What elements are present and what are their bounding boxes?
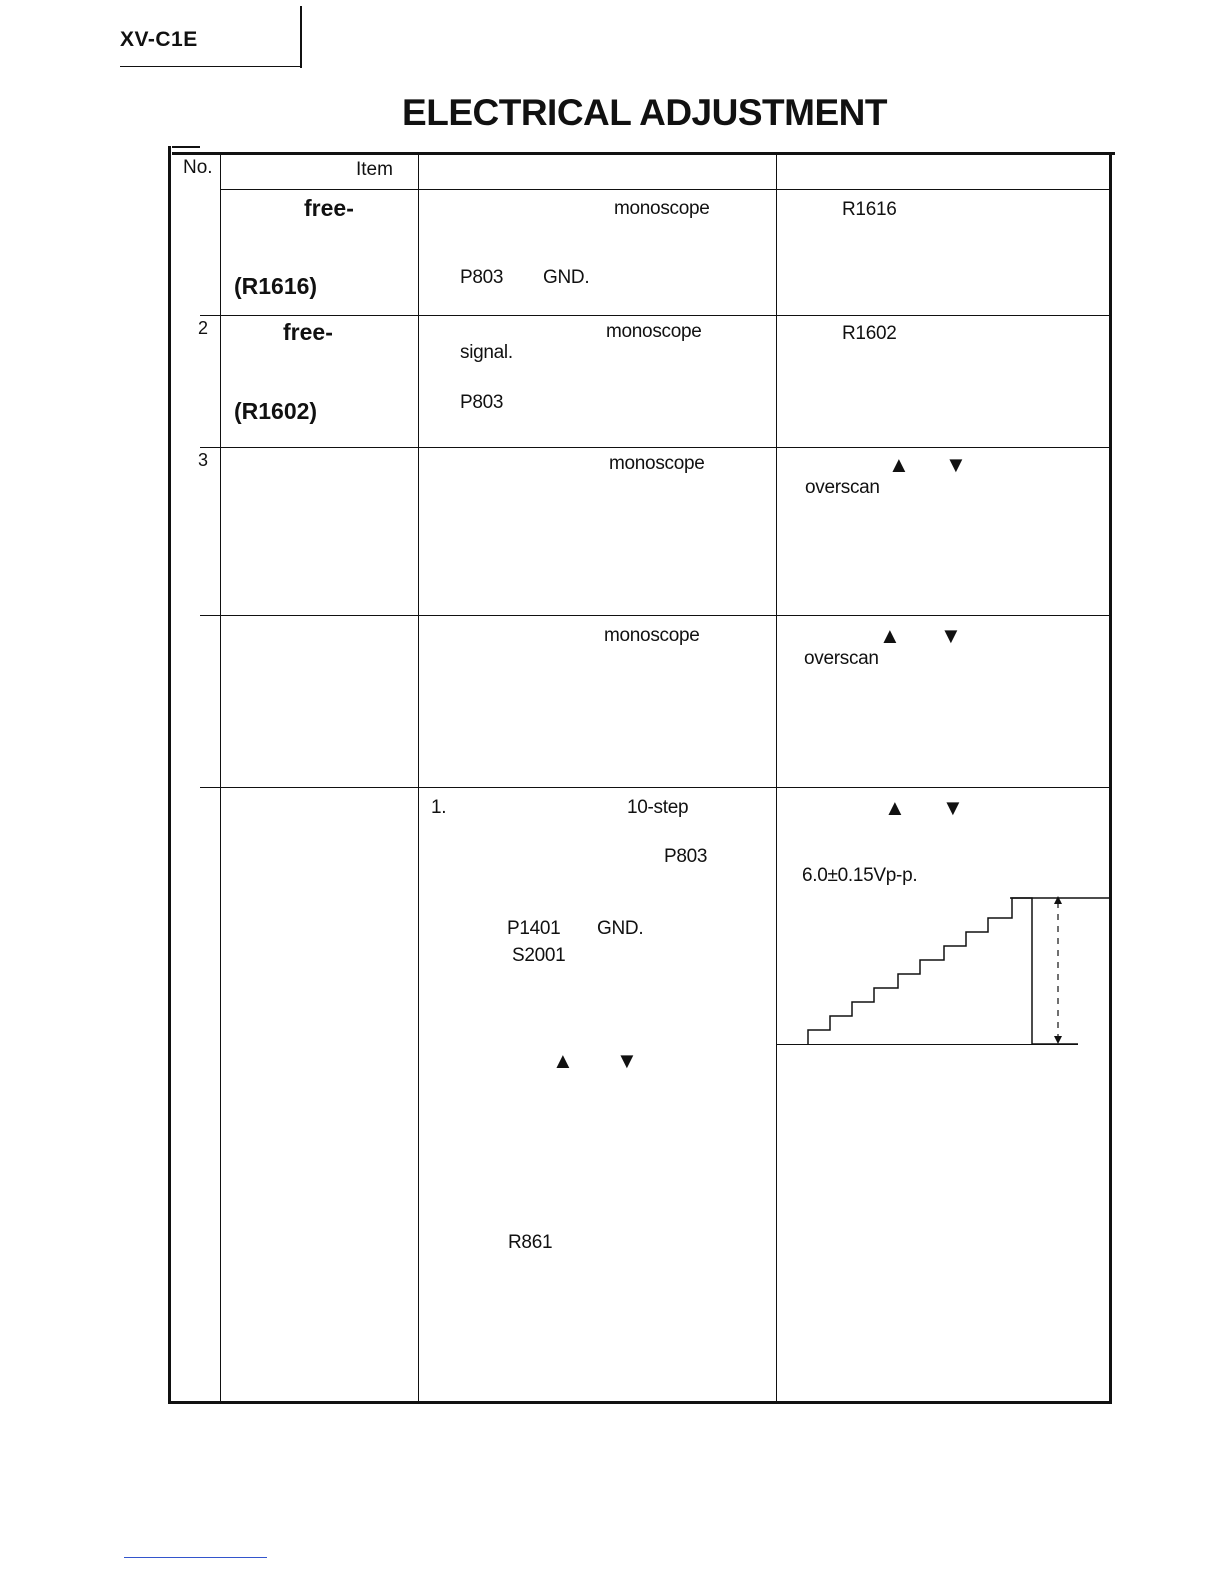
row5-proc-step-1: 1. xyxy=(431,797,447,818)
table-left-border xyxy=(168,146,171,1404)
row2-proc-monoscope: monoscope xyxy=(606,321,702,342)
table-right-border xyxy=(1109,152,1112,1404)
col-header-item: Item xyxy=(356,159,393,180)
row2-proc-p803: P803 xyxy=(460,392,504,413)
row2-adj-r1602: R1602 xyxy=(842,323,897,344)
row5-proc-p803: P803 xyxy=(664,846,708,867)
arrow-down-icon xyxy=(1054,1036,1062,1044)
triangle-down-icon: ▼ xyxy=(942,795,964,820)
row1-proc-monoscope: monoscope xyxy=(614,198,710,219)
triangle-down-icon: ▼ xyxy=(616,1048,638,1073)
col-header-no: No. xyxy=(183,157,213,178)
staircase-waveform-diagram xyxy=(776,880,1112,1050)
row5-proc-s2001: S2001 xyxy=(512,945,566,966)
row1-proc-p803: P803 xyxy=(460,267,504,288)
triangle-down-icon: ▼ xyxy=(940,623,962,648)
row5-adj-spec-voltage: 6.0±0.15Vp-p. xyxy=(802,865,918,886)
triangle-up-icon: ▲ xyxy=(879,623,901,648)
row1-item-label: free- xyxy=(304,195,354,221)
page-title: ELECTRICAL ADJUSTMENT xyxy=(402,92,887,133)
row-divider-1 xyxy=(200,315,1112,316)
row2-proc-signal: signal. xyxy=(460,342,513,363)
row5-proc-p1401: P1401 xyxy=(507,918,561,939)
row-divider-2 xyxy=(200,447,1112,448)
row-divider-4 xyxy=(200,787,1112,788)
row2-number: 2 xyxy=(198,318,209,338)
row4-adj-overscan: overscan xyxy=(804,648,879,669)
row4-proc-monoscope: monoscope xyxy=(604,625,700,646)
triangle-up-icon: ▲ xyxy=(552,1048,574,1073)
row3-proc-monoscope: monoscope xyxy=(609,453,705,474)
row3-number: 3 xyxy=(198,450,209,470)
row-divider-3 xyxy=(200,615,1112,616)
header-rule-vertical xyxy=(300,6,302,68)
row5-proc-10-step: 10-step xyxy=(627,797,689,818)
corner-mark xyxy=(172,146,200,148)
row1-adj-r1616: R1616 xyxy=(842,199,897,220)
arrow-up-icon xyxy=(1054,896,1062,904)
table-bottom-border xyxy=(168,1401,1112,1404)
header-rule-horizontal xyxy=(120,66,302,67)
row3-adj-overscan: overscan xyxy=(805,477,880,498)
row2-item-control: (R1602) xyxy=(234,398,318,424)
table-top-border xyxy=(172,152,1115,155)
col-divider-no xyxy=(220,152,221,1402)
triangle-up-icon: ▲ xyxy=(888,452,910,477)
triangle-up-icon: ▲ xyxy=(884,795,906,820)
row1-item-control: (R1616) xyxy=(234,273,318,299)
header-row-divider xyxy=(220,189,1112,190)
col-divider-procedure xyxy=(776,152,777,1402)
model-number: XV-C1E xyxy=(120,28,198,51)
triangle-down-icon: ▼ xyxy=(945,452,967,477)
staircase-trace xyxy=(808,898,1032,1044)
footer-rule xyxy=(124,1557,267,1558)
row5-proc-r861: R861 xyxy=(508,1232,553,1253)
col-divider-item xyxy=(418,152,419,1402)
row5-proc-gnd: GND. xyxy=(597,918,644,939)
row2-item-label: free- xyxy=(283,319,333,345)
row1-proc-gnd: GND. xyxy=(543,267,590,288)
